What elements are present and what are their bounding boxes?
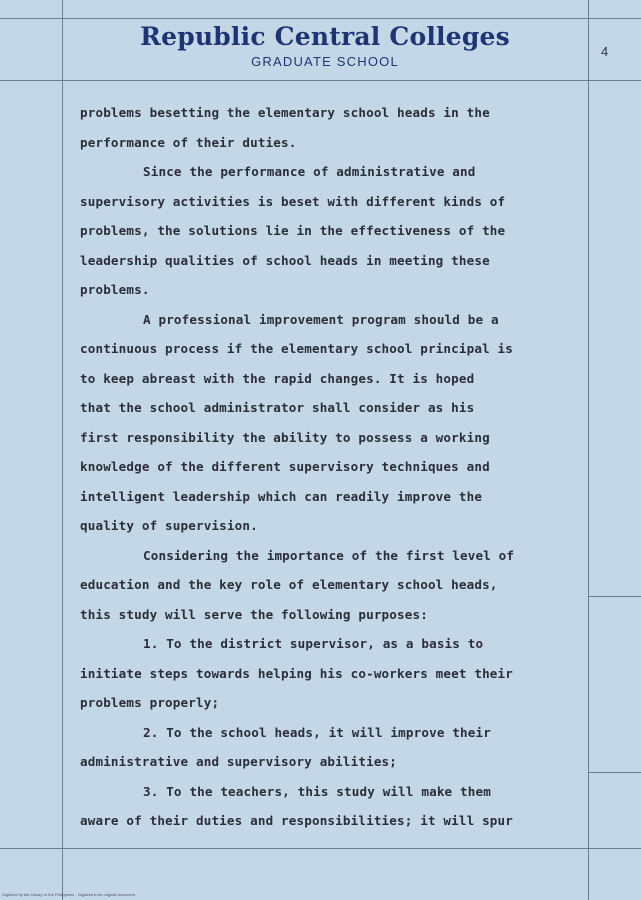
text-line: 1. To the district supervisor, as a basis to bbox=[143, 636, 484, 651]
text-line: intelligent leadership which can readily improve the bbox=[80, 488, 483, 504]
text-line: 3. To the teachers, this study will make them bbox=[143, 783, 491, 799]
text-line: problems besetting the elementary school heads in the bbox=[80, 105, 490, 120]
text-line: initiate steps towards helping his co-workers meet their bbox=[80, 665, 513, 681]
right-margin-rule-mark bbox=[588, 596, 641, 597]
text-line: first responsibility the ability to possess a working bbox=[80, 429, 490, 445]
text-line: to keep abreast with the rapid changes. It is hoped bbox=[80, 370, 475, 386]
right-margin-rule bbox=[588, 0, 589, 900]
text-line: quality of supervision. bbox=[80, 518, 258, 533]
page-subtitle: GRADUATE SCHOOL bbox=[251, 54, 399, 69]
text-line: problems. bbox=[80, 282, 150, 297]
text-line: leadership qualities of school heads in meeting these bbox=[80, 252, 490, 268]
page-title: Republic Central Colleges bbox=[140, 22, 510, 51]
header-bottom-rule bbox=[0, 80, 641, 81]
right-margin-rule-mark bbox=[588, 772, 641, 773]
text-line: Since the performance of administrative and bbox=[143, 164, 476, 179]
text-line: education and the key role of elementary school heads, bbox=[80, 577, 498, 592]
text-line: A professional improvement program should be a bbox=[143, 311, 499, 327]
text-line: Considering the importance of the first level of bbox=[143, 547, 515, 563]
text-line: 2. To the school heads, it will improve their bbox=[143, 724, 491, 740]
text-line: administrative and supervisory abilities; bbox=[80, 754, 398, 769]
page-number: 4 bbox=[601, 44, 609, 59]
text-line: continuous process if the elementary school principal is bbox=[80, 341, 513, 356]
text-line: performance of their duties. bbox=[80, 134, 297, 150]
header-top-rule bbox=[0, 18, 641, 19]
body-bottom-rule bbox=[0, 848, 641, 849]
text-line: aware of their duties and responsibilities; it will spur bbox=[80, 813, 513, 828]
text-line: that the school administrator shall consider as his bbox=[80, 400, 475, 415]
left-margin-rule bbox=[62, 0, 63, 900]
text-line: knowledge of the different supervisory techniques and bbox=[80, 459, 490, 474]
text-line: problems, the solutions lie in the effectiveness of the bbox=[80, 223, 506, 238]
document-body bbox=[80, 98, 580, 836]
text-line: problems properly; bbox=[80, 695, 220, 710]
text-line: supervisory activities is beset with different kinds of bbox=[80, 193, 506, 209]
text-line: this study will serve the following purposes: bbox=[80, 606, 428, 622]
footer-note: Digitized by the Library of the Philippines · Digitized from original document bbox=[2, 892, 135, 897]
